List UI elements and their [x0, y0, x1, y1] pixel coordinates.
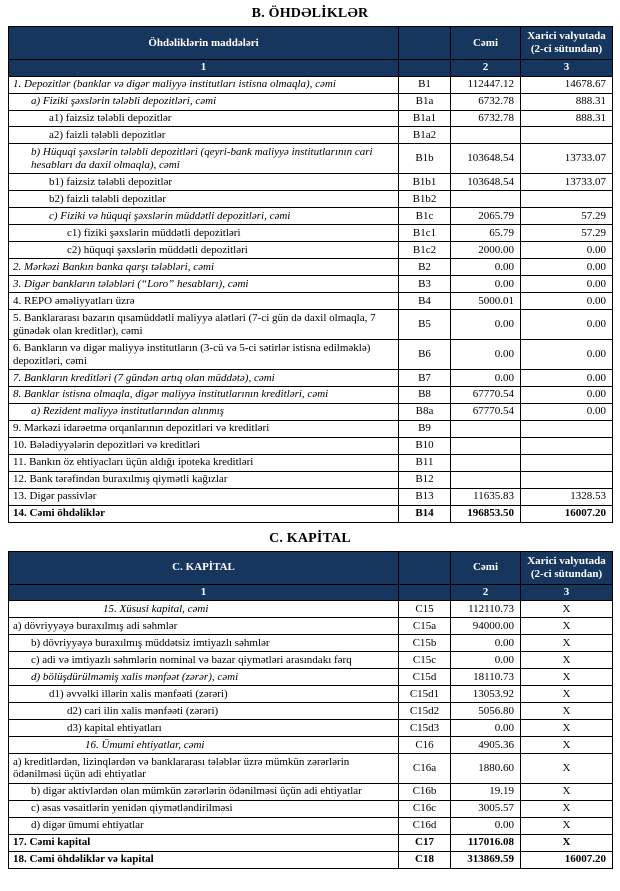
row-code: B11	[399, 454, 451, 471]
row-total-value: 4905.36	[451, 737, 521, 754]
row-label: a) kreditlərdən, lizinqlərdən və banklararası tələblər üzrə mümkün zərərlərin ödənilməsi üçün adi ehtiyatlar	[9, 754, 399, 784]
row-code: B10	[399, 437, 451, 454]
row-label: a2) faizli tələbli depozitlər	[9, 127, 399, 144]
row-foreign-currency-value: 0.00	[521, 340, 613, 370]
row-label: b1) faizsiz tələbli depozitlər	[9, 174, 399, 191]
row-total-value: 112447.12	[451, 76, 521, 93]
row-code: B9	[399, 420, 451, 437]
row-label: 10. Bələdiyyələrin depozitləri və kreditləri	[9, 437, 399, 454]
row-foreign-currency-value: X	[521, 669, 613, 686]
row-foreign-currency-value: 0.00	[521, 310, 613, 340]
row-label: b2) faizli tələbli depozitlər	[9, 191, 399, 208]
table-row	[9, 225, 613, 242]
table-row	[9, 437, 613, 454]
row-total-value	[451, 191, 521, 208]
liabilities-table	[8, 26, 613, 523]
row-foreign-currency-value: 57.29	[521, 208, 613, 225]
row-label: 7. Bankların kreditləri (7 gündən artıq olan müddətə), cəmi	[9, 370, 399, 387]
table-row	[9, 618, 613, 635]
column-header-items: Öhdəliklərin maddələri	[9, 27, 399, 60]
row-foreign-currency-value	[521, 437, 613, 454]
row-foreign-currency-value: X	[521, 817, 613, 834]
row-foreign-currency-value: 57.29	[521, 225, 613, 242]
table-row	[9, 110, 613, 127]
row-foreign-currency-value: X	[521, 737, 613, 754]
row-code: C15d2	[399, 703, 451, 720]
row-code: C15d1	[399, 686, 451, 703]
table-row	[9, 174, 613, 191]
table-row	[9, 686, 613, 703]
row-foreign-currency-value: X	[521, 703, 613, 720]
row-total-value: 103648.54	[451, 174, 521, 191]
section-b-title: B. ÖHDƏLİKLƏR	[251, 6, 369, 21]
column-number-2: 2	[451, 585, 521, 601]
column-number-3: 3	[521, 585, 613, 601]
row-foreign-currency-value: 13733.07	[521, 174, 613, 191]
table-row	[9, 242, 613, 259]
row-label: d) bölüşdürülməmiş xalis mənfəət (zərər), cəmi	[9, 669, 399, 686]
row-label: b) digər aktivlərdən olan mümkün zərərlərin ödənilməsi üçün adi ehtiyatlar	[9, 783, 399, 800]
row-total-value: 196853.50	[451, 505, 521, 522]
row-label: 2. Mərkəzi Bankın banka qarşı tələbləri, cəmi	[9, 259, 399, 276]
row-code: C15	[399, 601, 451, 618]
table-row	[9, 310, 613, 340]
table-row	[9, 127, 613, 144]
table-row	[9, 754, 613, 784]
row-total-value: 103648.54	[451, 144, 521, 174]
capital-table-header	[9, 551, 613, 601]
row-total-value: 5000.01	[451, 293, 521, 310]
capital-section	[8, 531, 612, 869]
table-row	[9, 293, 613, 310]
row-foreign-currency-value: X	[521, 652, 613, 669]
row-code: C16d	[399, 817, 451, 834]
section-c-title: C. KAPİTAL	[269, 530, 351, 546]
table-row	[9, 191, 613, 208]
table-row	[9, 652, 613, 669]
row-total-value: 0.00	[451, 340, 521, 370]
row-label: 1. Depozitlər (banklar və digər maliyyə institutları istisna olmaqla), cəmi	[9, 76, 399, 93]
row-foreign-currency-value	[521, 191, 613, 208]
row-label: 8. Banklar istisna olmaqla, digər maliyyə institutlarının kreditləri, cəmi	[9, 386, 399, 403]
row-foreign-currency-value: X	[521, 618, 613, 635]
column-header-code	[399, 551, 451, 584]
row-total-value	[451, 420, 521, 437]
row-total-value: 0.00	[451, 652, 521, 669]
column-header-foreign: Xarici valyutada (2-ci sütundan)	[521, 27, 613, 60]
row-label: a1) faizsiz tələbli depozitlər	[9, 110, 399, 127]
table-row	[9, 259, 613, 276]
table-row	[9, 488, 613, 505]
row-code: B1a	[399, 93, 451, 110]
row-code: C15c	[399, 652, 451, 669]
row-total-value	[451, 454, 521, 471]
table-row	[9, 737, 613, 754]
column-number-code	[399, 585, 451, 601]
row-label: a) Fiziki şəxslərin tələbli depozitləri, cəmi	[9, 93, 399, 110]
table-row	[9, 340, 613, 370]
column-number-3: 3	[521, 60, 613, 76]
column-header-total: Cəmi	[451, 551, 521, 584]
row-code: B6	[399, 340, 451, 370]
table-row	[9, 783, 613, 800]
row-total-value	[451, 437, 521, 454]
table-row	[9, 471, 613, 488]
row-label: 6. Bankların və digər maliyyə institutların (3-cü və 5-ci sətirlər istisna edilməklə) depozitləri, cəmi	[9, 340, 399, 370]
row-total-value: 313869.59	[451, 851, 521, 868]
table-row	[9, 420, 613, 437]
capital-table	[8, 551, 613, 869]
row-foreign-currency-value	[521, 127, 613, 144]
table-row	[9, 669, 613, 686]
row-label: 16. Ümumi ehtiyatlar, cəmi	[9, 737, 399, 754]
row-code: C15d3	[399, 720, 451, 737]
row-foreign-currency-value: X	[521, 720, 613, 737]
row-code: B13	[399, 488, 451, 505]
row-total-value: 5056.80	[451, 703, 521, 720]
table-row	[9, 505, 613, 522]
row-code: B12	[399, 471, 451, 488]
row-code: C15b	[399, 635, 451, 652]
table-row	[9, 208, 613, 225]
row-code: B2	[399, 259, 451, 276]
row-foreign-currency-value: 888.31	[521, 93, 613, 110]
table-row	[9, 800, 613, 817]
row-foreign-currency-value: X	[521, 834, 613, 851]
table-row	[9, 454, 613, 471]
row-label: a) dövriyyəyə buraxılmış adi səhmlər	[9, 618, 399, 635]
row-label: b) Hüquqi şəxslərin tələbli depozitləri (qeyri-bank maliyyə institutlarının cari hesabları da daxil olmaqla), cəmi	[9, 144, 399, 174]
row-foreign-currency-value: X	[521, 686, 613, 703]
row-foreign-currency-value	[521, 420, 613, 437]
row-label: 12. Bank tərəfindən buraxılmış qiymətli kağızlar	[9, 471, 399, 488]
row-label: 18. Cəmi öhdəliklər və kapital	[9, 851, 399, 868]
table-row	[9, 276, 613, 293]
table-row	[9, 93, 613, 110]
row-foreign-currency-value: X	[521, 783, 613, 800]
row-foreign-currency-value: X	[521, 601, 613, 618]
row-foreign-currency-value	[521, 454, 613, 471]
table-row	[9, 851, 613, 868]
table-row	[9, 403, 613, 420]
column-number-2: 2	[451, 60, 521, 76]
column-header-items: C. KAPİTAL	[9, 551, 399, 584]
row-foreign-currency-value: 16007.20	[521, 505, 613, 522]
row-label: 4. REPO əməliyyatları üzrə	[9, 293, 399, 310]
row-code: C15a	[399, 618, 451, 635]
liabilities-section	[8, 6, 612, 523]
column-number-1: 1	[9, 585, 399, 601]
row-label: d2) cari ilin xalis mənfəəti (zərəri)	[9, 703, 399, 720]
row-code: B8	[399, 386, 451, 403]
row-code: C18	[399, 851, 451, 868]
row-total-value: 0.00	[451, 817, 521, 834]
row-total-value: 0.00	[451, 635, 521, 652]
table-row	[9, 386, 613, 403]
row-foreign-currency-value: 0.00	[521, 293, 613, 310]
row-code: B1a2	[399, 127, 451, 144]
column-header-code	[399, 27, 451, 60]
row-label: d) digər ümumi ehtiyatlar	[9, 817, 399, 834]
row-code: C16	[399, 737, 451, 754]
row-code: B1c1	[399, 225, 451, 242]
column-header-foreign: Xarici valyutada (2-ci sütundan)	[521, 551, 613, 584]
row-label: c) adi və imtiyazlı səhmlərin nominal və bazar qiymətləri arasındakı fərq	[9, 652, 399, 669]
row-foreign-currency-value: 0.00	[521, 242, 613, 259]
row-label: 15. Xüsusi kapital, cəmi	[9, 601, 399, 618]
row-total-value: 0.00	[451, 720, 521, 737]
row-total-value: 0.00	[451, 370, 521, 387]
row-label: b) dövriyyəyə buraxılmış müddətsiz imtiyazlı səhmlər	[9, 635, 399, 652]
table-row	[9, 817, 613, 834]
column-number-code	[399, 60, 451, 76]
row-total-value: 67770.54	[451, 403, 521, 420]
liabilities-table-header	[9, 27, 613, 77]
row-foreign-currency-value: 14678.67	[521, 76, 613, 93]
row-foreign-currency-value: 0.00	[521, 276, 613, 293]
row-label: c) əsas vəsaitlərin yenidən qiymətləndirilməsi	[9, 800, 399, 817]
column-number-1: 1	[9, 60, 399, 76]
row-total-value: 112110.73	[451, 601, 521, 618]
row-total-value: 0.00	[451, 259, 521, 276]
table-row	[9, 370, 613, 387]
row-label: d3) kapital ehtiyatları	[9, 720, 399, 737]
row-code: B1b	[399, 144, 451, 174]
row-label: c1) fiziki şəxslərin müddətli depozitləri	[9, 225, 399, 242]
row-foreign-currency-value: 0.00	[521, 403, 613, 420]
row-total-value: 65.79	[451, 225, 521, 242]
row-code: B1b1	[399, 174, 451, 191]
row-label: c2) hüquqi şəxslərin müddətli depozitləri	[9, 242, 399, 259]
row-foreign-currency-value: 0.00	[521, 370, 613, 387]
table-row	[9, 76, 613, 93]
row-code: B1c2	[399, 242, 451, 259]
row-total-value	[451, 127, 521, 144]
row-label: c) Fiziki və hüquqi şəxslərin müddətli depozitləri, cəmi	[9, 208, 399, 225]
row-total-value: 1880.60	[451, 754, 521, 784]
row-foreign-currency-value: X	[521, 754, 613, 784]
row-code: B1	[399, 76, 451, 93]
table-row	[9, 720, 613, 737]
row-foreign-currency-value: 16007.20	[521, 851, 613, 868]
row-label: 11. Bankın öz ehtiyacları üçün aldığı ipoteka kreditləri	[9, 454, 399, 471]
row-code: B8a	[399, 403, 451, 420]
row-label: 3. Digər bankların tələbləri (“Loro” hesabları), cəmi	[9, 276, 399, 293]
row-code: B1b2	[399, 191, 451, 208]
row-total-value: 2065.79	[451, 208, 521, 225]
row-foreign-currency-value: 1328.53	[521, 488, 613, 505]
row-foreign-currency-value: 13733.07	[521, 144, 613, 174]
liabilities-table-body	[9, 76, 613, 522]
row-code: B4	[399, 293, 451, 310]
row-label: 9. Mərkəzi idarəetmə orqanlarının depozitləri və kreditləri	[9, 420, 399, 437]
row-foreign-currency-value: 0.00	[521, 386, 613, 403]
row-code: C15d	[399, 669, 451, 686]
row-label: 13. Digər passivlər	[9, 488, 399, 505]
table-row	[9, 601, 613, 618]
row-total-value: 6732.78	[451, 93, 521, 110]
row-foreign-currency-value: 888.31	[521, 110, 613, 127]
row-total-value: 19.19	[451, 783, 521, 800]
capital-table-body	[9, 601, 613, 869]
row-total-value: 3005.57	[451, 800, 521, 817]
row-code: B3	[399, 276, 451, 293]
row-total-value: 18110.73	[451, 669, 521, 686]
row-total-value: 2000.00	[451, 242, 521, 259]
row-foreign-currency-value	[521, 471, 613, 488]
row-code: B1a1	[399, 110, 451, 127]
table-row	[9, 144, 613, 174]
row-label: a) Rezident maliyyə institutlarından alınmış	[9, 403, 399, 420]
row-foreign-currency-value: X	[521, 800, 613, 817]
column-header-total: Cəmi	[451, 27, 521, 60]
row-total-value: 117016.08	[451, 834, 521, 851]
row-foreign-currency-value: X	[521, 635, 613, 652]
row-code: C16a	[399, 754, 451, 784]
row-code: C16b	[399, 783, 451, 800]
row-code: B7	[399, 370, 451, 387]
row-label: d1) əvvəlki illərin xalis mənfəəti (zərəri)	[9, 686, 399, 703]
row-total-value: 67770.54	[451, 386, 521, 403]
row-total-value: 11635.83	[451, 488, 521, 505]
row-code: B5	[399, 310, 451, 340]
row-label: 5. Banklararası bazarın qısamüddətli maliyyə alətləri (7-ci gün də daxil olmaqla, 7 günədək olan kreditlər), cəmi	[9, 310, 399, 340]
row-code: B14	[399, 505, 451, 522]
row-total-value: 0.00	[451, 310, 521, 340]
row-foreign-currency-value: 0.00	[521, 259, 613, 276]
table-row	[9, 635, 613, 652]
table-row	[9, 703, 613, 720]
row-total-value: 0.00	[451, 276, 521, 293]
row-code: C16c	[399, 800, 451, 817]
row-label: 14. Cəmi öhdəliklər	[9, 505, 399, 522]
row-label: 17. Cəmi kapital	[9, 834, 399, 851]
row-total-value: 6732.78	[451, 110, 521, 127]
row-code: C17	[399, 834, 451, 851]
row-total-value: 13053.92	[451, 686, 521, 703]
row-total-value	[451, 471, 521, 488]
table-row	[9, 834, 613, 851]
row-total-value: 94000.00	[451, 618, 521, 635]
row-code: B1c	[399, 208, 451, 225]
